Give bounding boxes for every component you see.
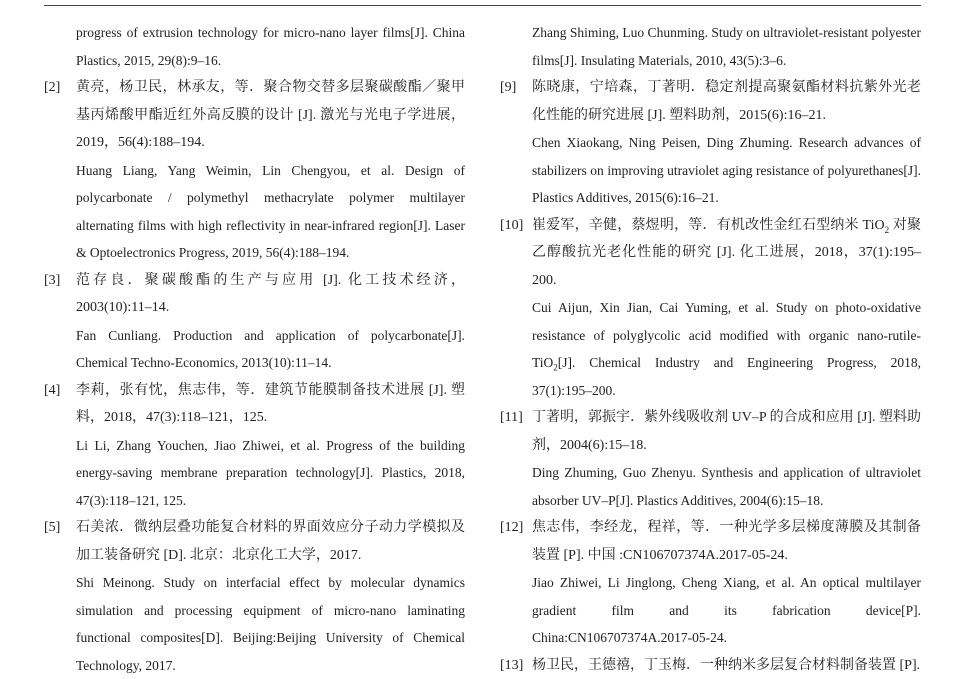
- reference-entry: [500, 652, 921, 679]
- reference-body: [532, 212, 921, 405]
- reference-text-chinese: 杨卫民，王德禧，丁玉梅．一种纳米多层复合材料制备装置 [P].: [532, 652, 921, 679]
- reference-entry: [500, 212, 921, 405]
- reference-column-right: [500, 19, 921, 679]
- reference-number: [3]: [44, 267, 76, 377]
- reference-number: [13]: [500, 652, 532, 679]
- reference-text-english: Chen Xiaokang, Ning Peisen, Ding Zhuming. Research advances of stabilizers on improving utraviolet aging resistance of polyurethanes[J]. Plastics Additives, 2015(6):16–21.: [532, 129, 921, 212]
- reference-entry: [500, 514, 921, 652]
- reference-entry: [44, 19, 465, 74]
- reference-text-english: Cui Aijun, Xin Jian, Cai Yuming, et al. Study on photo-oxidative resistance of polyglycolic acid modified with organic nano-rutile-TiO$_2$[J]. Chemical Industry and Engineering Progress, 2018, 37(1):195–200.: [532, 294, 921, 404]
- reference-body: [76, 267, 465, 377]
- reference-number: [2]: [44, 74, 76, 267]
- reference-entry: [500, 74, 921, 212]
- reference-entry: [44, 267, 465, 377]
- reference-number: [12]: [500, 514, 532, 652]
- reference-body: [76, 377, 465, 515]
- reference-body: [532, 404, 921, 514]
- reference-text-chinese: 陈晓康，宁培森，丁著明．稳定剂提高聚氨酯材料抗紫外光老化性能的研究进展 [J]. 塑料助剂，2015(6):16–21.: [532, 74, 921, 129]
- reference-entry: [500, 404, 921, 514]
- reference-body: [532, 19, 921, 74]
- reference-column-left: [44, 19, 465, 679]
- reference-text-chinese: 石美浓．微纳层叠功能复合材料的界面效应分子动力学模拟及加工装备研究 [D]. 北京：北京化工大学，2017.: [76, 514, 465, 569]
- reference-text-chinese: 崔爱军，辛健，蔡煜明，等．有机改性金红石型纳米 TiO$_2$ 对聚乙醇酸抗光老化性能的研究 [J]. 化工进展，2018，37(1):195–200.: [532, 212, 921, 295]
- reference-number: [10]: [500, 212, 532, 405]
- reference-text-english: Li Li, Zhang Youchen, Jiao Zhiwei, et al. Progress of the building energy-saving membrane preparation technology[J]. Plastics, 2018, 47(3):118–121, 125.: [76, 432, 465, 515]
- reference-entry: [44, 514, 465, 679]
- reference-text-english: Jiao Zhiwei, Li Jinglong, Cheng Xiang, et al. An optical multilayer gradient film and its fabrication device[P]. China:CN106707374A.2017-05-24.: [532, 569, 921, 652]
- reference-text-english: Zhang Shiming, Luo Chunming. Study on ultraviolet-resistant polyester films[J]. Insulating Materials, 2010, 43(5):3–6.: [532, 19, 921, 74]
- reference-number: [44, 19, 76, 74]
- reference-text-english: Shi Meinong. Study on interfacial effect by molecular dynamics simulation and processing equipment of micro-nano laminating functional composites[D]. Beijing:Beijing University of Chemical Technology, 2017.: [76, 569, 465, 679]
- reference-text-chinese: 焦志伟，李经龙，程祥，等．一种光学多层梯度薄膜及其制备装置 [P]. 中国 :CN106707374A.2017-05-24.: [532, 514, 921, 569]
- reference-number: [9]: [500, 74, 532, 212]
- reference-body: [76, 19, 465, 74]
- reference-body: [76, 74, 465, 267]
- reference-number: [11]: [500, 404, 532, 514]
- reference-text-chinese: 李莉，张有忱，焦志伟，等．建筑节能膜制备技术进展 [J]. 塑料，2018，47(3):118–121，125.: [76, 377, 465, 432]
- reference-text-english: Huang Liang, Yang Weimin, Lin Chengyou, et al. Design of polycarbonate / polymethyl methacrylate polymer multilayer alternating films with high reflectivity in near-infrared region[J]. Laser & Optoelectronics Progress, 2019, 56(4):188–194.: [76, 157, 465, 267]
- reference-body: [532, 514, 921, 652]
- reference-text-english: Fan Cunliang. Production and application of polycarbonate[J]. Chemical Techno-Economics, 2013(10):11–14.: [76, 322, 465, 377]
- reference-text-english: Ding Zhuming, Guo Zhenyu. Synthesis and application of ultraviolet absorber UV–P[J]. Plastics Additives, 2004(6):15–18.: [532, 459, 921, 514]
- reference-body: [532, 74, 921, 212]
- reference-text-english: progress of extrusion technology for micro-nano layer films[J]. China Plastics, 2015, 29(8):9–16.: [76, 19, 465, 74]
- reference-body: [532, 652, 921, 679]
- reference-body: [76, 514, 465, 679]
- reference-entry: [44, 74, 465, 267]
- reference-text-chinese: 范存良．聚碳酸酯的生产与应用 [J]. 化工技术经济，2003(10):11–14.: [76, 267, 465, 322]
- reference-text-chinese: 黄亮，杨卫民，林承友，等．聚合物交替多层聚碳酸酯／聚甲基丙烯酸甲酯近红外高反膜的设计 [J]. 激光与光电子学进展，2019，56(4):188–194.: [76, 74, 465, 157]
- reference-number: [5]: [44, 514, 76, 679]
- reference-entry: [500, 19, 921, 74]
- reference-text-chinese: 丁著明，郭振宇．紫外线吸收剂 UV–P 的合成和应用 [J]. 塑料助剂，2004(6):15–18.: [532, 404, 921, 459]
- header-rule: [44, 5, 921, 6]
- reference-number: [4]: [44, 377, 76, 515]
- reference-entry: [44, 377, 465, 515]
- reference-number: [500, 19, 532, 74]
